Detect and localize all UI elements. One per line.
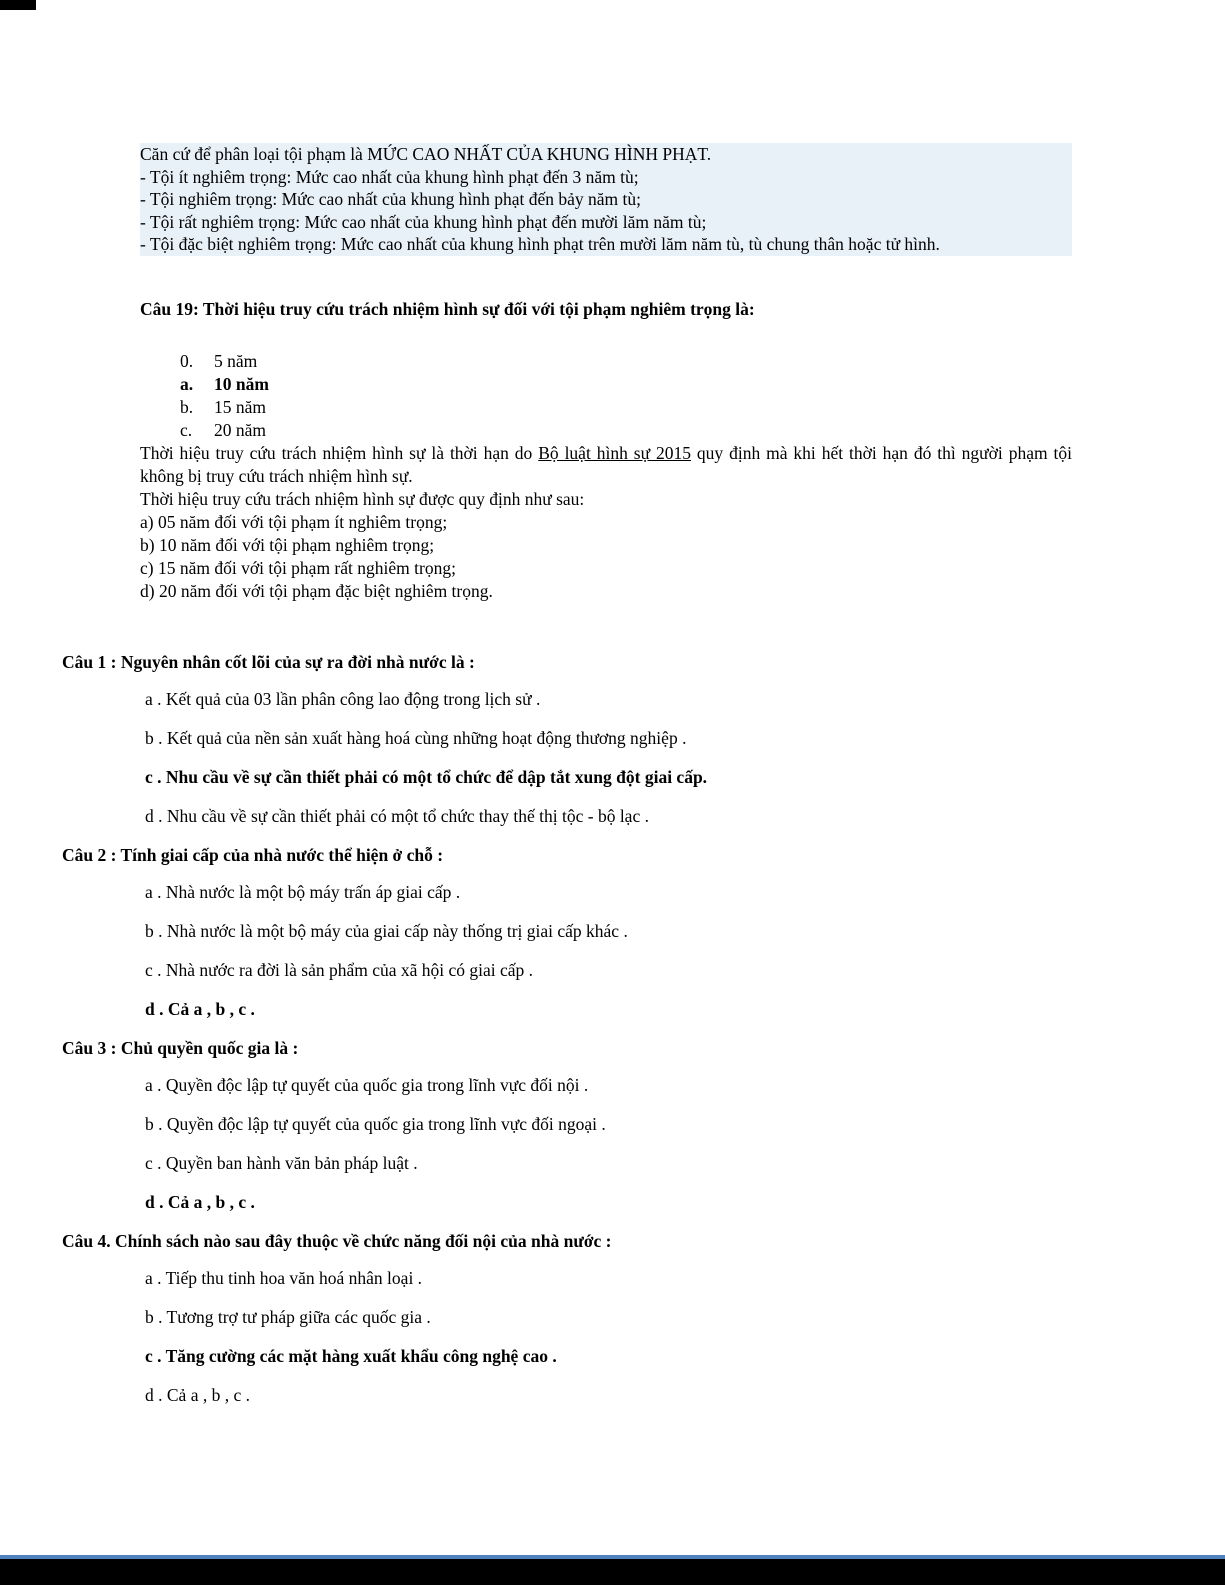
explanation-item: d) 20 năm đối với tội phạm đặc biệt nghiêm trọng. bbox=[140, 580, 493, 601]
question-3-title: Câu 3 : Chủ quyền quốc gia là : bbox=[62, 1037, 299, 1058]
answer-option: a . Quyền độc lập tự quyết của quốc gia trong lĩnh vực đối nội . bbox=[145, 1074, 589, 1095]
explanation-paragraph bbox=[140, 442, 1072, 488]
question-19-title: Câu 19: Thời hiệu truy cứu trách nhiệm hình sự đối với tội phạm nghiêm trọng là: bbox=[140, 298, 755, 319]
explanation-item: b) 10 năm đối với tội phạm nghiêm trọng; bbox=[140, 534, 435, 555]
page-bottom-edge bbox=[0, 1559, 1225, 1585]
option-label: a. bbox=[180, 373, 194, 394]
explanation-item: a) 05 năm đối với tội phạm ít nghiêm trọng; bbox=[140, 511, 448, 532]
answer-option: a . Nhà nước là một bộ máy trấn áp giai cấp . bbox=[145, 881, 461, 902]
answer-option bbox=[180, 419, 1074, 442]
option-text: 5 năm bbox=[214, 350, 258, 371]
option-text: 10 năm bbox=[214, 373, 269, 394]
answer-option: c . Nhà nước ra đời là sản phẩm của xã hội có giai cấp . bbox=[145, 959, 534, 980]
questions-section bbox=[62, 651, 1074, 1407]
explanation-text: quy định mà khi hết thời hạn đó thì người phạm tội không bị truy cứu trách nhiệm hình sự. bbox=[140, 442, 1072, 486]
option-label: b. bbox=[180, 396, 194, 417]
answer-option-correct: d . Cả a , b , c . bbox=[145, 1191, 255, 1212]
document-body bbox=[62, 143, 1074, 1423]
law-reference-link[interactable]: Bộ luật hình sự 2015 bbox=[538, 442, 691, 463]
question-2-title: Câu 2 : Tính giai cấp của nhà nước thể hiện ở chỗ : bbox=[62, 844, 444, 865]
question-4-title: Câu 4. Chính sách nào sau đây thuộc về chức năng đối nội của nhà nước : bbox=[62, 1230, 612, 1251]
question-1-title: Câu 1 : Nguyên nhân cốt lõi của sự ra đời nhà nước là : bbox=[62, 651, 475, 672]
answer-option-correct: d . Cả a , b , c . bbox=[145, 998, 255, 1019]
option-label: c. bbox=[180, 419, 193, 440]
option-text: 20 năm bbox=[214, 419, 267, 440]
highlight-line: - Tội rất nghiêm trọng: Mức cao nhất của khung hình phạt đến mười lăm năm tù; bbox=[140, 211, 707, 232]
explanation-paragraph: Thời hiệu truy cứu trách nhiệm hình sự được quy định như sau: bbox=[140, 488, 585, 509]
explanation-item: c) 15 năm đối với tội phạm rất nghiêm trọng; bbox=[140, 557, 456, 578]
option-text: 15 năm bbox=[214, 396, 267, 417]
answer-option: d . Cả a , b , c . bbox=[145, 1384, 250, 1405]
highlight-line: Căn cứ để phân loại tội phạm là MỨC CAO NHẤT CỦA KHUNG HÌNH PHẠT. bbox=[140, 144, 712, 164]
answer-option bbox=[180, 396, 1074, 419]
answer-option: a . Kết quả của 03 lần phân công lao động trong lịch sử . bbox=[145, 688, 541, 709]
answer-option bbox=[180, 350, 1074, 373]
answer-option: a . Tiếp thu tinh hoa văn hoá nhân loại . bbox=[145, 1267, 423, 1288]
question-19-options bbox=[180, 350, 1074, 442]
answer-option: b . Quyền độc lập tự quyết của quốc gia trong lĩnh vực đối ngoại . bbox=[145, 1113, 606, 1134]
highlight-block bbox=[140, 143, 1072, 256]
answer-option-correct: c . Nhu cầu về sự cần thiết phải có một tổ chức để dập tắt xung đột giai cấp. bbox=[145, 766, 708, 787]
answer-option-correct: c . Tăng cường các mặt hàng xuất khẩu công nghệ cao . bbox=[145, 1345, 557, 1366]
explanation-text: Thời hiệu truy cứu trách nhiệm hình sự là thời hạn do bbox=[140, 442, 539, 463]
option-label: 0. bbox=[180, 350, 194, 371]
top-left-corner-artifact bbox=[0, 0, 36, 10]
highlight-line: - Tội ít nghiêm trọng: Mức cao nhất của khung hình phạt đến 3 năm tù; bbox=[140, 166, 639, 187]
answer-option: b . Tương trợ tư pháp giữa các quốc gia . bbox=[145, 1306, 431, 1327]
highlight-line: - Tội đặc biệt nghiêm trọng: Mức cao nhất của khung hình phạt trên mười lăm năm tù, tù chung thân hoặc tử hình. bbox=[140, 234, 940, 255]
highlight-line: - Tội nghiêm trọng: Mức cao nhất của khung hình phạt đến bảy năm tù; bbox=[140, 189, 641, 210]
answer-option: b . Kết quả của nền sản xuất hàng hoá cùng những hoạt động thương nghiệp . bbox=[145, 727, 687, 748]
answer-option: b . Nhà nước là một bộ máy của giai cấp này thống trị giai cấp khác . bbox=[145, 920, 628, 941]
question-19-explanation bbox=[140, 442, 1072, 603]
answer-option: d . Nhu cầu về sự cần thiết phải có một tổ chức thay thế thị tộc - bộ lạc . bbox=[145, 805, 649, 826]
answer-option-correct bbox=[180, 373, 1074, 396]
answer-option: c . Quyền ban hành văn bản pháp luật . bbox=[145, 1152, 418, 1173]
